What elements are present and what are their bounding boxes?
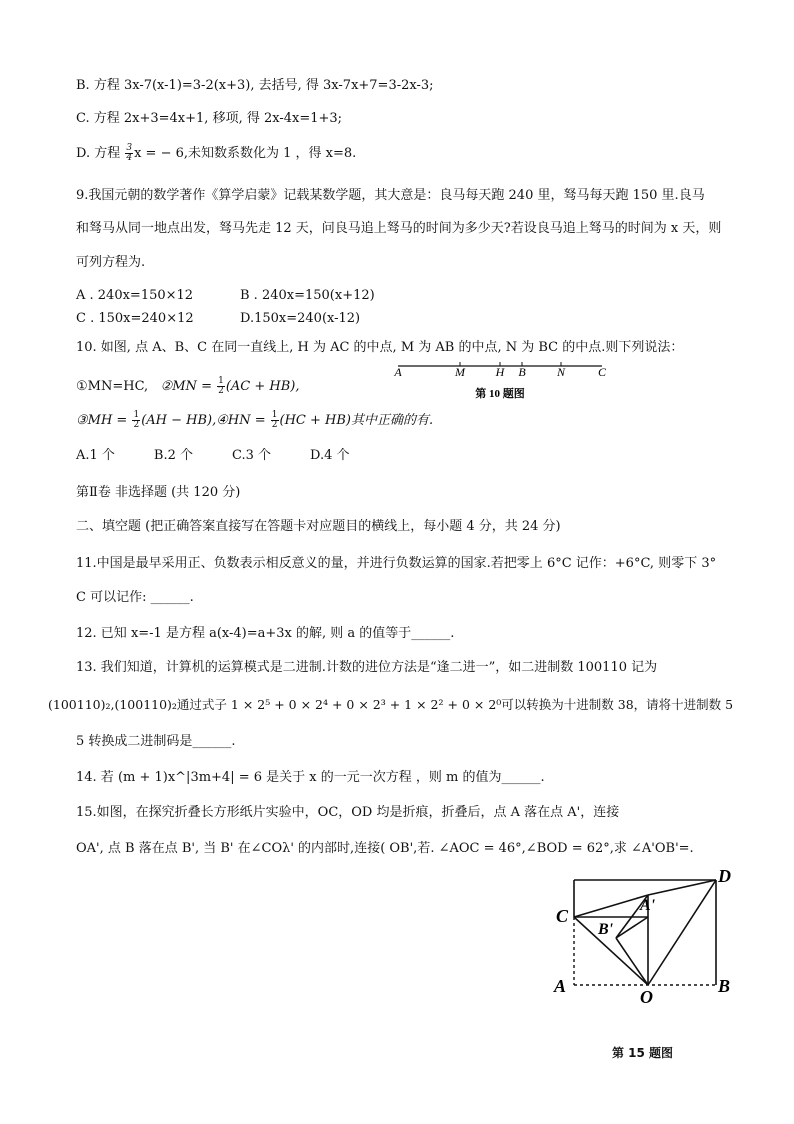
q9-line-3: 可列方程为. (76, 255, 146, 270)
q10-line-2: ①MN=HC, ②MN = $\frac{1}{2}$ (AC + HB), (76, 376, 300, 396)
q15-line-2: OA', 点 B 落在点 B', 当 B' 在∠COλ' 的内部时,连接( OB',若. ∠AOC = 46°,∠BOD = 62°,求 ∠A'OB'=. (76, 841, 694, 856)
q13-line-3: 5 转换成二进制码是______. (76, 734, 236, 749)
q12-line: 12. 已知 x=-1 是方程 a(x-4)=a+3x 的解, 则 a 的值等于______. (76, 626, 455, 641)
q9-option-b: B . 240x=150(x+12) (240, 288, 375, 303)
label-c: C (556, 906, 569, 926)
fraction-half: $\frac{1}{2}$ (271, 410, 278, 430)
label-o: O (640, 987, 653, 1007)
fold-lines (574, 880, 716, 985)
q9-option-c: C . 150x=240×12 (76, 311, 194, 326)
q14-line: 14. 若 (m + 1)x^|3m+4| = 6 是关于 x 的一元一次方程 ，则 m 的值为______. (76, 770, 545, 785)
point-n-label: N (556, 365, 566, 379)
label-a-prime: A' (640, 897, 656, 914)
fig10-ticks (460, 362, 561, 366)
fraction-half: $\frac{1}{2}$ (218, 376, 224, 396)
label-b: B (718, 976, 731, 996)
section-2-title: 第Ⅱ卷 非选择题 (共 120 分) (76, 485, 241, 500)
rectangle-dashed-bottom (574, 917, 716, 985)
point-b-label: B (518, 365, 526, 379)
q9-option-d: D.150x=240(x-12) (240, 311, 361, 326)
label-d: D (718, 866, 731, 886)
q11-line-2: C 可以记作: ______. (76, 590, 194, 605)
point-a-label: A (394, 365, 402, 379)
option-b-line: B. 方程 3x-7(x-1)=3-2(x+3), 去括号, 得 3x-7x+7=3-2x-3; (76, 78, 434, 93)
figure-10 (388, 356, 618, 402)
q9-line-2: 和驽马从同一地点出发，驽马先走 12 天，问良马追上驽马的时间为多少天?若设良马追上驽马的时间为 x 天，则 (76, 221, 722, 236)
q13-line-1: 13. 我们知道，计算机的运算模式是二进制.计数的进位方法是“逢二进一”，如二进制数 100110 记为 (76, 660, 658, 675)
q11-line-1: 11.中国是最早采用正、负数表示相反意义的量，并进行负数运算的国家.若把零上 6°C 记作：+6°C, 则零下 3° (76, 556, 717, 571)
option-c-line: C. 方程 2x+3=4x+1, 移项, 得 2x-4x=1+3; (76, 111, 343, 126)
fraction-three-quarters: $\frac{3}{4}$ (126, 143, 133, 163)
figure-15 (548, 860, 744, 1010)
q15-line-1: 15.如图，在探究折叠长方形纸片实验中，OC，OD 均是折痕，折叠后，点 A 落在点 A'，连接 (76, 805, 620, 820)
figure-10-caption: 第 10 题图 (475, 388, 525, 400)
q10-options: A.1 个 B.2 个 C.3 个 D.4 个 (76, 448, 350, 463)
q10-line-1: 10. 如图, 点 A、B、C 在同一直线上, H 为 AC 的中点, M 为 AB 的中点, N 为 BC 的中点.则下列说法： (76, 340, 684, 355)
fill-in-heading: 二、填空题 (把正确答案直接写在答题卡对应题目的横线上，每小题 4 分，共 24 分) (76, 519, 561, 534)
figure-15-caption: 第 15 题图 (612, 1046, 674, 1060)
q10-line-3: ③MH = $\frac{1}{2}$ (AH − HB),④HN = $\frac{1}{2}$ (HC + HB)其中正确的有. (76, 410, 434, 430)
q9-option-a: A . 240x=150×12 (76, 288, 194, 303)
q13-line-2: (100110)₂,(100110)₂通过式子 1 × 2⁵ + 0 × 2⁴ + 0 × 2³ + 1 × 2² + 0 × 2⁰可以转换为十进制数 38，请将十进制数 5 (48, 697, 734, 712)
point-m-label: M (455, 365, 465, 379)
point-c-label: C (597, 365, 607, 379)
label-b-prime: B' (598, 921, 614, 938)
option-d-line: D. 方程 $\frac{3}{4}$ x = − 6,未知数系数化为 1 ，得 x=8. (76, 143, 357, 163)
q9-line-1: 9.我国元朝的数学著作《算学启蒙》记载某数学题，其大意是：良马每天跑 240 里，驽马每天跑 150 里.良马 (76, 188, 705, 203)
point-h-label: H (495, 365, 505, 379)
fraction-half: $\frac{1}{2}$ (133, 410, 140, 430)
label-a: A (554, 976, 567, 996)
